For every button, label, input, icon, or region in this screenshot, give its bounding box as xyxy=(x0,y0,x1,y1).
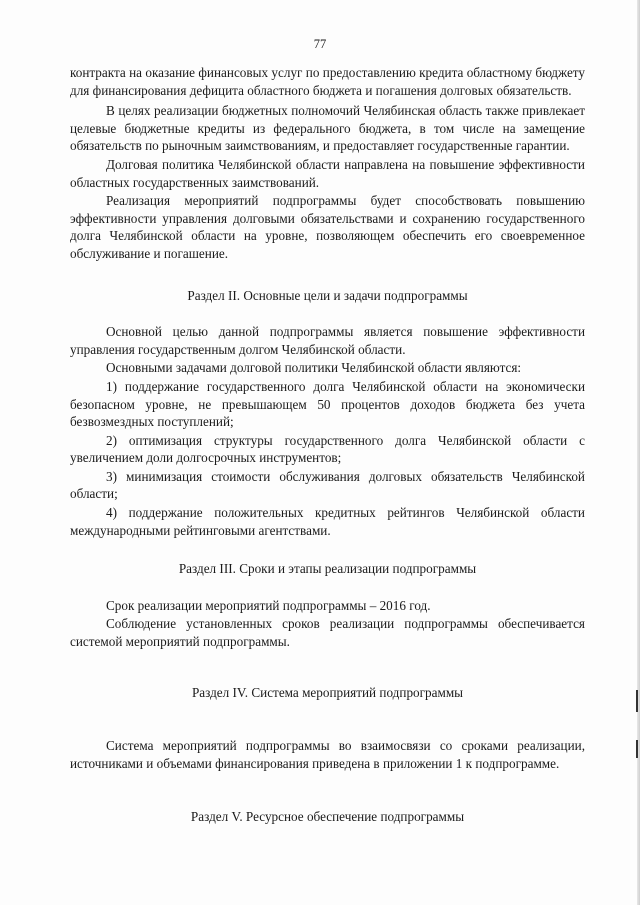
page-number: 77 xyxy=(313,37,327,51)
scan-mark xyxy=(636,690,638,712)
list-item: 2) оптимизация структуры государственного долга Челябинской области с увеличением доли долгосрочных инструментов; xyxy=(70,432,585,466)
paragraph: Основной целью данной подпрограммы является повышение эффективности управления государственным долгом Челябинской области. xyxy=(70,324,585,357)
paragraph: В целях реализации бюджетных полномочий Челябинская область также привлекает целевые бюджетные кредиты из федерального бюджета, в том числе на замещение обязательств по рыночным заимствованиям, и предоставляет государственные гарантии. xyxy=(70,103,585,154)
scan-mark xyxy=(636,740,638,758)
paragraph: Соблюдение установленных сроков реализации подпрограммы обеспечивается системой мероприятий подпрограммы. xyxy=(70,616,585,650)
paragraph: контракта на оказание финансовых услуг по предоставлению кредита областному бюджету для финансирования дефицита областного бюджета и погашения долговых обязательств. xyxy=(70,65,585,98)
paragraph: Срок реализации мероприятий подпрограммы – 2016 год. xyxy=(106,597,431,613)
paragraph: Основными задачами долговой политики Челябинской области являются: xyxy=(106,360,522,376)
list-item: 4) поддержание положительных кредитных рейтингов Челябинской области международными рейтинговыми агентствами. xyxy=(70,505,585,538)
list-item: 3) минимизация стоимости обслуживания долговых обязательств Челябинской области; xyxy=(70,468,585,502)
section-heading: Раздел III. Сроки и этапы реализации подпрограммы xyxy=(178,561,477,577)
document-body xyxy=(70,64,585,826)
section-heading: Раздел IV. Система мероприятий подпрограммы xyxy=(191,684,464,700)
paragraph: Реализация мероприятий подпрограммы будет способствовать повышению эффективности управления долговыми обязательствами и сохранению государственного долга Челябинской области на уровне, позволяющем обеспечить его своевременное обслуживание и погашение. xyxy=(70,193,585,261)
section-heading: Раздел II. Основные цели и задачи подпрограммы xyxy=(187,287,468,303)
list-item: 1) поддержание государственного долга Челябинской области на экономически безопасном уровне, не превышающем 50 процентов доходов бюджета без учета безвозмездных поступлений; xyxy=(70,378,585,430)
paragraph: Долговая политика Челябинской области направлена на повышение эффективности областных государственных заимствований. xyxy=(70,156,585,190)
paragraph: Система мероприятий подпрограммы во взаимосвязи со сроками реализации, источниками и объемами финансирования приведена в приложении 1 к подпрограмме. xyxy=(70,738,585,771)
section-heading: Раздел V. Ресурсное обеспечение подпрограммы xyxy=(190,809,465,825)
